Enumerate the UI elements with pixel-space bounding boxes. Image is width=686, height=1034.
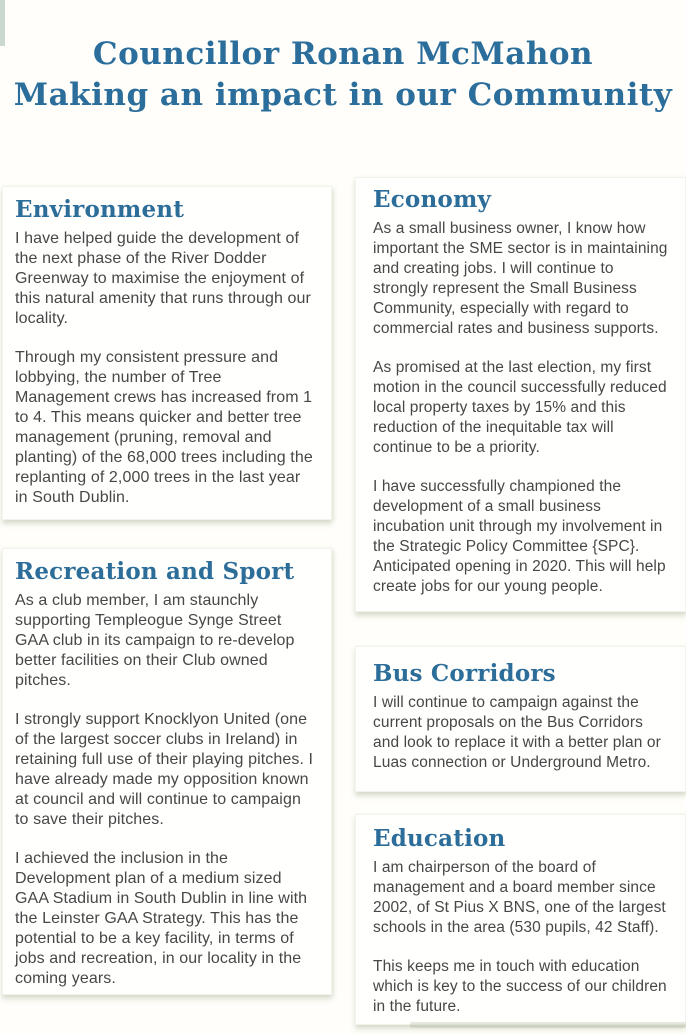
education-paragraph: I am chairperson of the board of management and a board member since 2002, of St Pius X BNS, one of the largest schools in the area (530 pupils, 42 Staff).	[373, 859, 666, 936]
education-heading: Education	[373, 825, 506, 852]
section-card-recreation-and-sport	[2, 548, 332, 995]
economy-heading: Economy	[373, 186, 492, 213]
section-card-environment	[2, 186, 332, 520]
bus-corridors-heading: Bus Corridors	[373, 660, 556, 687]
economy-paragraph: As a small business owner, I know how important the SME sector is in maintaining and creating jobs. I will continue to strongly represent the Small Business Community, especially with regard to commercial rates and business supports.	[373, 220, 668, 337]
page-title-line2: Making an impact in our Community	[13, 77, 673, 113]
scan-shadow-artifact	[410, 1022, 686, 1028]
recreation-paragraph: I strongly support Knocklyon United (one of the largest soccer clubs in Ireland) in retaining full use of their playing pitches. I have already made my opposition known at council and will continue to campaign to save their pitches.	[15, 711, 314, 828]
economy-paragraph: As promised at the last election, my first motion in the council successfully reduced local property taxes by 15% and this reduction of the inequitable tax will continue to be a priority.	[373, 359, 667, 456]
environment-paragraph: I have helped guide the development of the next phase of the River Dodder Greenway to maximise the enjoyment of this natural amenity that runs through our locality.	[15, 230, 311, 327]
page-title-line1: Councillor Ronan McMahon	[92, 36, 594, 72]
economy-paragraph: I have successfully championed the development of a small business incubation unit through my involvement in the Strategic Policy Committee {SPC}. Anticipated opening in 2020. This will help create jobs for our young people.	[373, 478, 666, 595]
recreation-paragraph: As a club member, I am staunchly supporting Templeogue Synge Street GAA club in its campaign to re-develop better facilities on their Club owned pitches.	[15, 592, 295, 689]
section-card-education	[355, 814, 686, 1025]
section-card-economy	[355, 177, 686, 612]
bus-corridors-paragraph: I will continue to campaign against the current proposals on the Bus Corridors and look to replace it with a better plan or Luas connection or Underground Metro.	[373, 694, 661, 771]
section-card-bus-corridors	[355, 646, 686, 792]
education-paragraph: This keeps me in touch with education which is key to the success of our children in the future.	[373, 958, 667, 1015]
environment-heading: Environment	[15, 196, 185, 223]
page-title	[0, 34, 686, 116]
environment-paragraph: Through my consistent pressure and lobbying, the number of Tree Management crews has increased from 1 to 4. This means quicker and better tree management (pruning, removal and planting) of the 68,000 trees including the replanting of 2,000 trees in the last year in South Dublin.	[15, 349, 313, 506]
recreation-paragraph: I achieved the inclusion in the Development plan of a medium sized GAA Stadium in South Dublin in line with the Leinster GAA Strategy. This has the potential to be a key facility, in terms of jobs and recreation, in our locality in the coming years.	[15, 850, 308, 987]
recreation-heading: Recreation and Sport	[15, 558, 295, 585]
